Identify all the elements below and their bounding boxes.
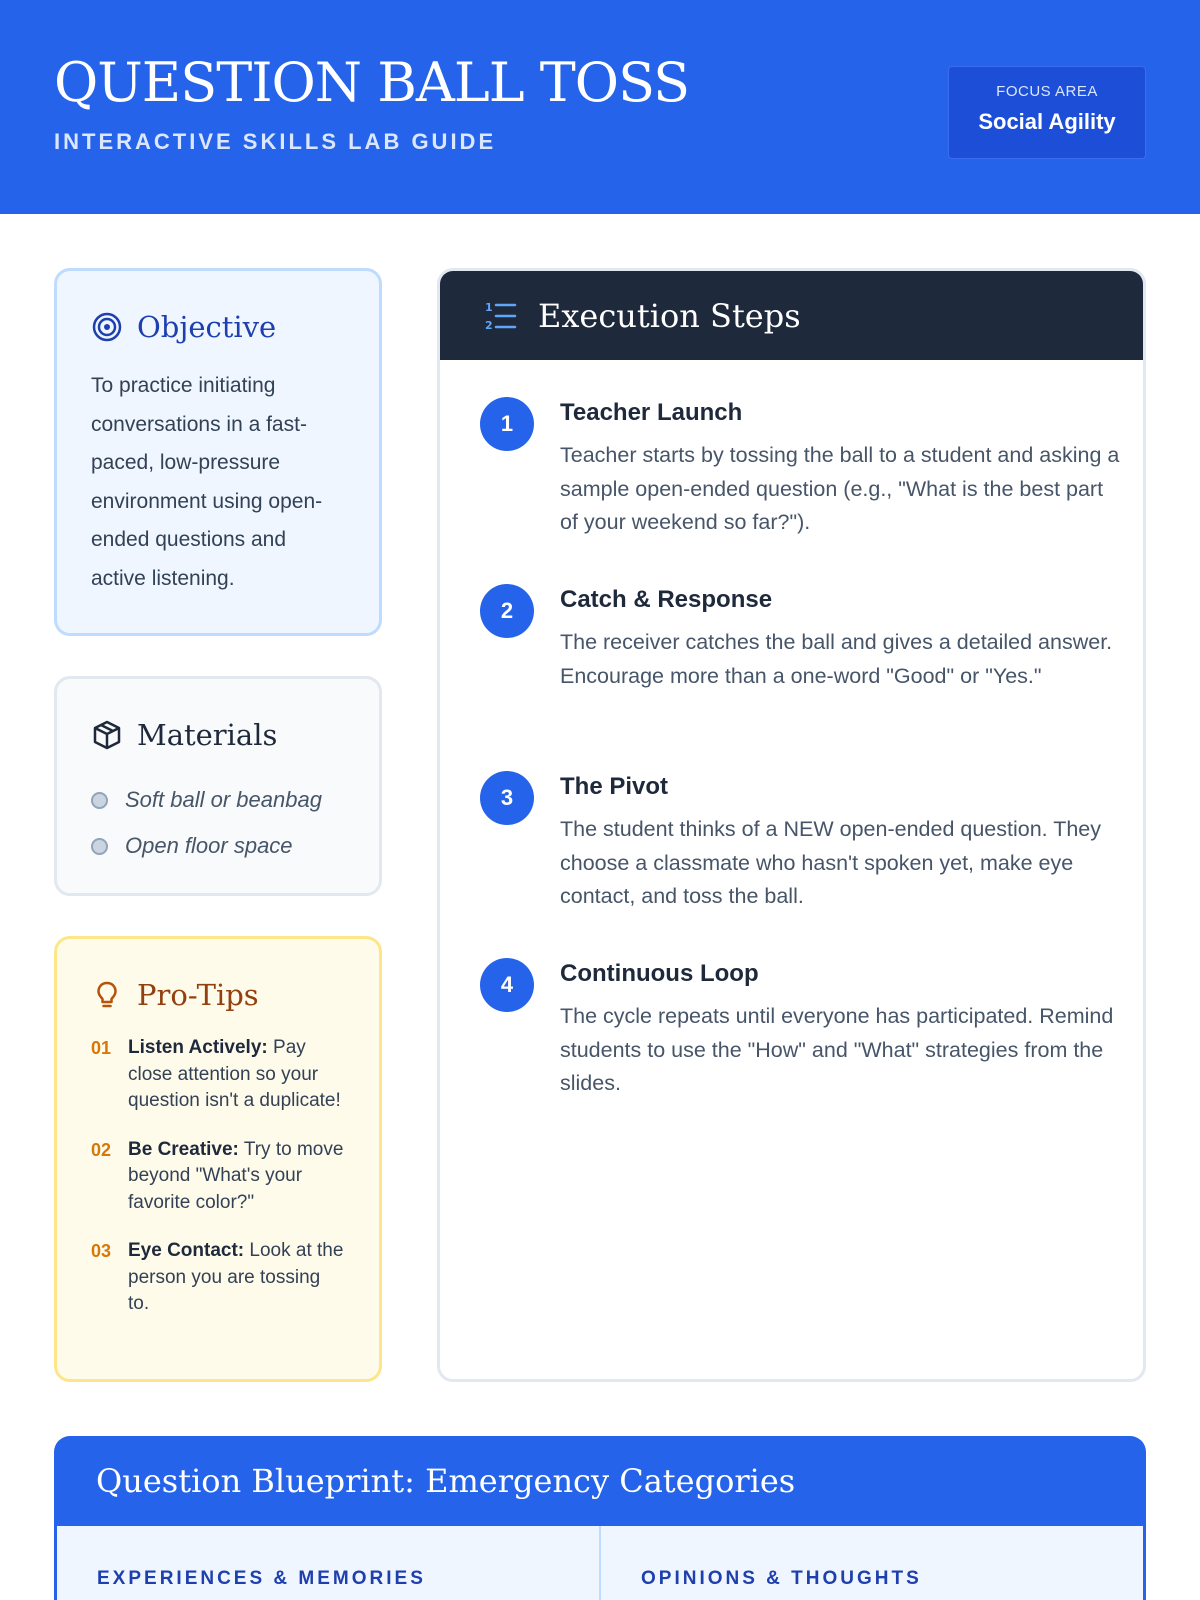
numbered-list-icon (482, 298, 518, 334)
list-item (91, 1238, 345, 1318)
materials-card (54, 676, 382, 896)
bullet-icon (91, 792, 108, 809)
step-title: Continuous Loop (560, 960, 759, 987)
tip-lead: Be Creative: (128, 1138, 239, 1160)
step-text: The student thinks of a NEW open-ended question. They choose a classmate who hasn't spoken yet, make eye contact, and toss the ball. (560, 817, 1102, 908)
objective-text: To practice initiating conversations in a fast-paced, low-pressure environment using open-ended questions and active listening. (91, 374, 323, 590)
focus-area-label: FOCUS AREA (996, 83, 1098, 100)
tip-text: Pay close attention so your question isn't a duplicate! (128, 1037, 341, 1111)
tip-text: Look at the person you are tossing to. (128, 1240, 344, 1314)
step-number-badge: 1 (480, 397, 534, 451)
step-text: Teacher starts by tossing the ball to a student and asking a sample open-ended question (e.g., "What is the best part of your weekend so far?"). (560, 443, 1120, 534)
bullet-icon (91, 838, 108, 855)
protips-header (91, 975, 345, 1015)
svg-text:2: 2 (485, 318, 493, 332)
execution-steps-card (437, 268, 1146, 1382)
focus-area-box (948, 66, 1146, 159)
tip-lead: Listen Actively: (128, 1037, 268, 1058)
blueprint-title: Question Blueprint: Emergency Categories (96, 1462, 796, 1500)
step-text: The cycle repeats until everyone has participated. Remind students to use the "How" and "What" strategies from the slides. (560, 1004, 1114, 1095)
tip-lead: Eye Contact: (128, 1240, 245, 1261)
objective-header (91, 307, 345, 347)
page-subtitle: INTERACTIVE SKILLS LAB GUIDE (54, 129, 497, 154)
step-title: Catch & Response (560, 586, 773, 613)
tip-body (128, 1035, 345, 1115)
blueprint-column-heading: OPINIONS & THOUGHTS (599, 1526, 1143, 1600)
execution-steps-title: Execution Steps (538, 296, 801, 335)
tip-text: Try to move beyond "What's your favorite color?" (128, 1138, 344, 1213)
materials-title: Materials (137, 718, 278, 752)
tip-number: 03 (91, 1241, 112, 1261)
box-icon (91, 719, 123, 751)
step-number-badge: 4 (480, 958, 534, 1012)
step-number-badge: 2 (480, 584, 534, 638)
list-item (91, 777, 345, 823)
question-blueprint-section (54, 1436, 1146, 1600)
protips-card (54, 936, 382, 1382)
tip-number: 02 (91, 1139, 112, 1160)
material-label: Open floor space (125, 833, 293, 858)
objective-card (54, 268, 382, 636)
blueprint-columns (57, 1526, 1143, 1600)
page-title: QUESTION BALL TOSS (54, 51, 690, 114)
target-icon (91, 311, 123, 343)
protips-title: Pro-Tips (137, 978, 259, 1012)
lightbulb-icon (91, 979, 123, 1011)
page-header (0, 0, 1200, 214)
blueprint-column-heading: EXPERIENCES & MEMORIES (97, 1568, 426, 1589)
materials-list (91, 777, 345, 869)
tip-body (128, 1137, 345, 1217)
step-number-badge: 3 (480, 771, 534, 825)
protips-list (91, 1035, 345, 1318)
tip-number: 01 (91, 1038, 112, 1058)
materials-header (91, 715, 345, 755)
step-title: Teacher Launch (560, 399, 743, 426)
list-item (91, 823, 345, 869)
focus-area-value: Social Agility (978, 109, 1116, 134)
execution-steps-header (440, 271, 1143, 360)
material-label: Soft ball or beanbag (125, 787, 322, 812)
objective-title: Objective (137, 310, 277, 344)
svg-text:1: 1 (485, 300, 493, 314)
step-text: The receiver catches the ball and gives a detailed answer. Encourage more than a one-word "Good" or "Yes." (560, 630, 1113, 688)
step-title: The Pivot (560, 773, 669, 800)
list-item (91, 1035, 345, 1115)
list-item (91, 1137, 345, 1217)
tip-body (128, 1238, 345, 1318)
